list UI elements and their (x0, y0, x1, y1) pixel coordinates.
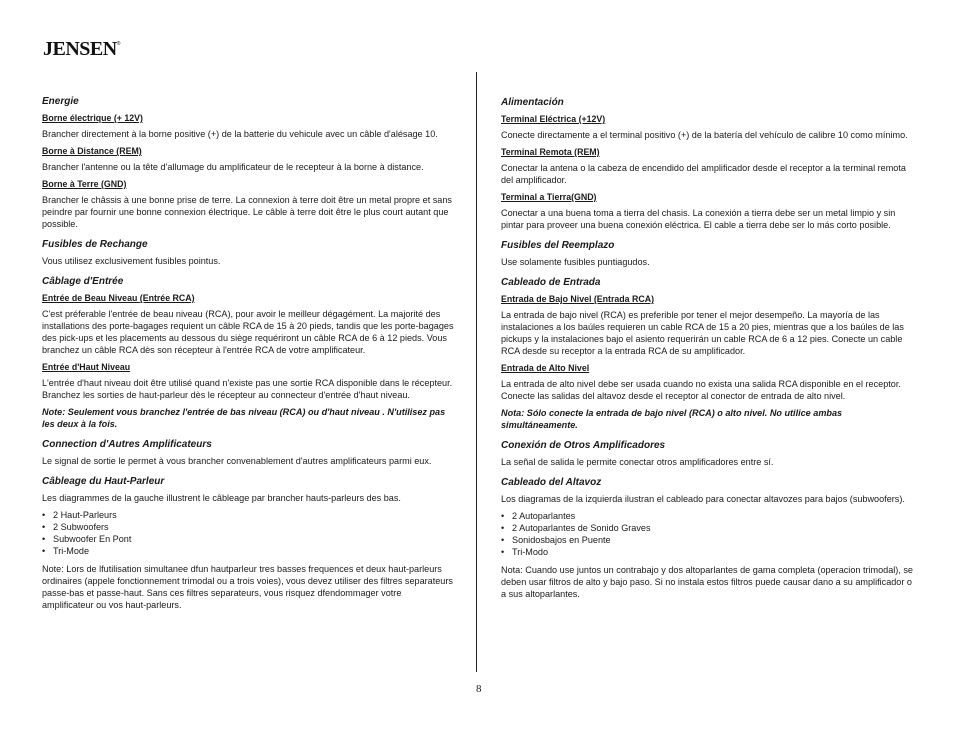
list-item: • 2 Autoparlantes de Sonido Graves (501, 522, 913, 534)
paragraph: Nota: Cuando use juntos un contrabajo y dos altoparlantes de gama completa (operacion trimodal), se deben usar filtros de alto y bajo paso. Si no instala estos filtros puede causar dano a su amplificador o a sus altoparlantes. (501, 565, 913, 599)
paragraph: C'est préferable l'entrée de beau niveau (RCA), pour avoir le meilleur dégagément. La majorité des installations des porte-bagages requient un câble RCA de 15 à 20 pieds, tandis que les porte-bagages des pick-ups et les placements au dessous du siège requériront un câble RCA de 6 à 12 pieds. Vous branchez un câble RCA dès son récepteur à l'entrée RCA de votre amplificateur. (42, 309, 454, 355)
list-item: • 2 Subwoofers (42, 521, 454, 533)
paragraph: Les diagrammes de la gauche illustrent le câbleage par brancher hauts-parleurs des bas. (42, 493, 401, 503)
jensen-logo: JENSEN® (43, 38, 120, 60)
paragraph: Conectar a una buena toma a tierra del chasis. La conexión a tierra debe ser un metal limpio y sin pintar para proveer una buena conexión eléctrica. El cable a tierra debe ser lo más corto posible. (501, 208, 896, 230)
paragraph: Conecte directamente a el terminal positivo (+) de la batería del vehículo de calibre 10 como mínimo. (501, 130, 908, 140)
subheading: Entrada de Bajo Nivel (Entrada RCA) (501, 294, 654, 304)
section-heading: Câblage d'Entrée (42, 276, 124, 287)
list-item: • Tri-Modo (501, 546, 913, 558)
subheading: Borne électrique (+ 12V) (42, 113, 143, 123)
paragraph: Use solamente fusibles puntiagudos. (501, 257, 650, 267)
list-item: • Tri-Mode (42, 545, 454, 557)
subheading: Terminal a Tierra(GND) (501, 192, 597, 202)
list-item: • Subwoofer En Pont (42, 533, 454, 545)
spanish-column (501, 96, 913, 605)
note: Nota: Sólo conecte la entrada de bajo nivel (RCA) o alto nivel. No utilice ambas simultáneamente. (501, 408, 843, 430)
subheading: Entrée de Beau Niveau (Entrée RCA) (42, 293, 195, 303)
section-heading: Cableado del Altavoz (501, 477, 602, 488)
section-heading: Connection d'Autres Amplificateurs (42, 439, 212, 450)
paragraph: Brancher l'antenne ou la tête d'allumage du amplificateur de le recepteur à la borne à distance. (42, 162, 424, 172)
section-heading: Cableado de Entrada (501, 277, 601, 288)
paragraph: La entrada de bajo nivel (RCA) es preferible por tener el mejor desempeño. La mayoría de las instalaciones a los baúles requieren un cable RCA de 15 a 20 pies, mientras que a los baúles de las pickups y la instalaciones bajo el asiento requerirán un cable RCA de 6 a 12 pies. Conecte un cable RCA desde su receptor a la entrada RCA de su amplificador. (501, 310, 904, 356)
paragraph: La entrada de alto nivel debe ser usada cuando no exista una salida RCA disponible en el receptor. Conecte las salidas del altavoz desde el receptor al conector de entrada de alto nivel. (501, 379, 901, 401)
paragraph: Note: Lors de lfutilisation simultanee dfun hautparleur tres basses frequences et deux haut-parleurs ordinaires (appele fonctionnement trimodal ou a trois voies), vous devez utiliser des filtres separateurs passe-bas et passe-haut. Sans ces filtres separateurs, vous risquez dfendommager votre amplificateur ou vos haut-parleurs. (42, 564, 453, 610)
list-item: • 2 Autoparlantes (501, 510, 913, 522)
paragraph: Vous utilisez exclusivement fusibles pointus. (42, 256, 221, 266)
paragraph: Los diagramas de la izquierda ilustran el cableado para conectar altavozes para bajos (subwoofers). (501, 494, 905, 504)
french-column (42, 95, 454, 616)
note: Note: Seulement vous branchez l'entrée de bas niveau (RCA) ou d'haut niveau . N'utilisez pas les deux à la fois. (42, 407, 446, 429)
paragraph: Conectar la antena o la cabeza de encendido del amplificador desde el receptor a la terminal remota del amplificador. (501, 163, 906, 185)
subheading: Borne à Terre (GND) (42, 179, 127, 189)
section-heading: Fusibles de Rechange (42, 239, 148, 250)
paragraph: Brancher directement à la borne positive (+) de la batterie du vehicule avec un câble d'alésage 10. (42, 129, 438, 139)
section-heading: Câbleage du Haut-Parleur (42, 476, 165, 487)
paragraph: La señal de salida le permite conectar otros amplificadores entre sí. (501, 457, 774, 467)
subheading: Terminal Eléctrica (+12V) (501, 114, 606, 124)
paragraph: Brancher le châssis à une bonne prise de terre. La connexion à terre doit être un metal propre et sans peindre par fournir une bonne connexion électrique. Le câble à terre doit être le plus court autant que possible. (42, 195, 452, 229)
section-heading: Fusibles del Reemplazo (501, 240, 615, 251)
page-number: 8 (476, 683, 482, 695)
paragraph: Le signal de sortie le permet à vous brancher convenablement d'autres amplificateurs parmi eux. (42, 456, 432, 466)
list-item: • Sonidosbajos en Puente (501, 534, 913, 546)
section-heading: Energie (42, 96, 79, 107)
speaker-config-list (42, 509, 454, 557)
subheading: Borne à Distance (REM) (42, 146, 142, 156)
list-item: • 2 Haut-Parleurs (42, 509, 454, 521)
subheading: Entrée d'Haut Niveau (42, 362, 131, 372)
subheading: Terminal Remota (REM) (501, 147, 600, 157)
paragraph: L'entrée d'haut niveau doit être utilisé quand n'existe pas une sortie RCA disponible dans le récepteur. Branchez les sorties de haut-parleur dès le récepteur au connecteur d'entrée d'haut niveau. (42, 378, 453, 400)
column-divider (476, 72, 477, 672)
section-heading: Conexión de Otros Amplificadores (501, 440, 666, 451)
speaker-config-list (501, 510, 913, 558)
subheading: Entrada de Alto Nivel (501, 363, 590, 373)
section-heading: Alimentación (501, 97, 564, 108)
